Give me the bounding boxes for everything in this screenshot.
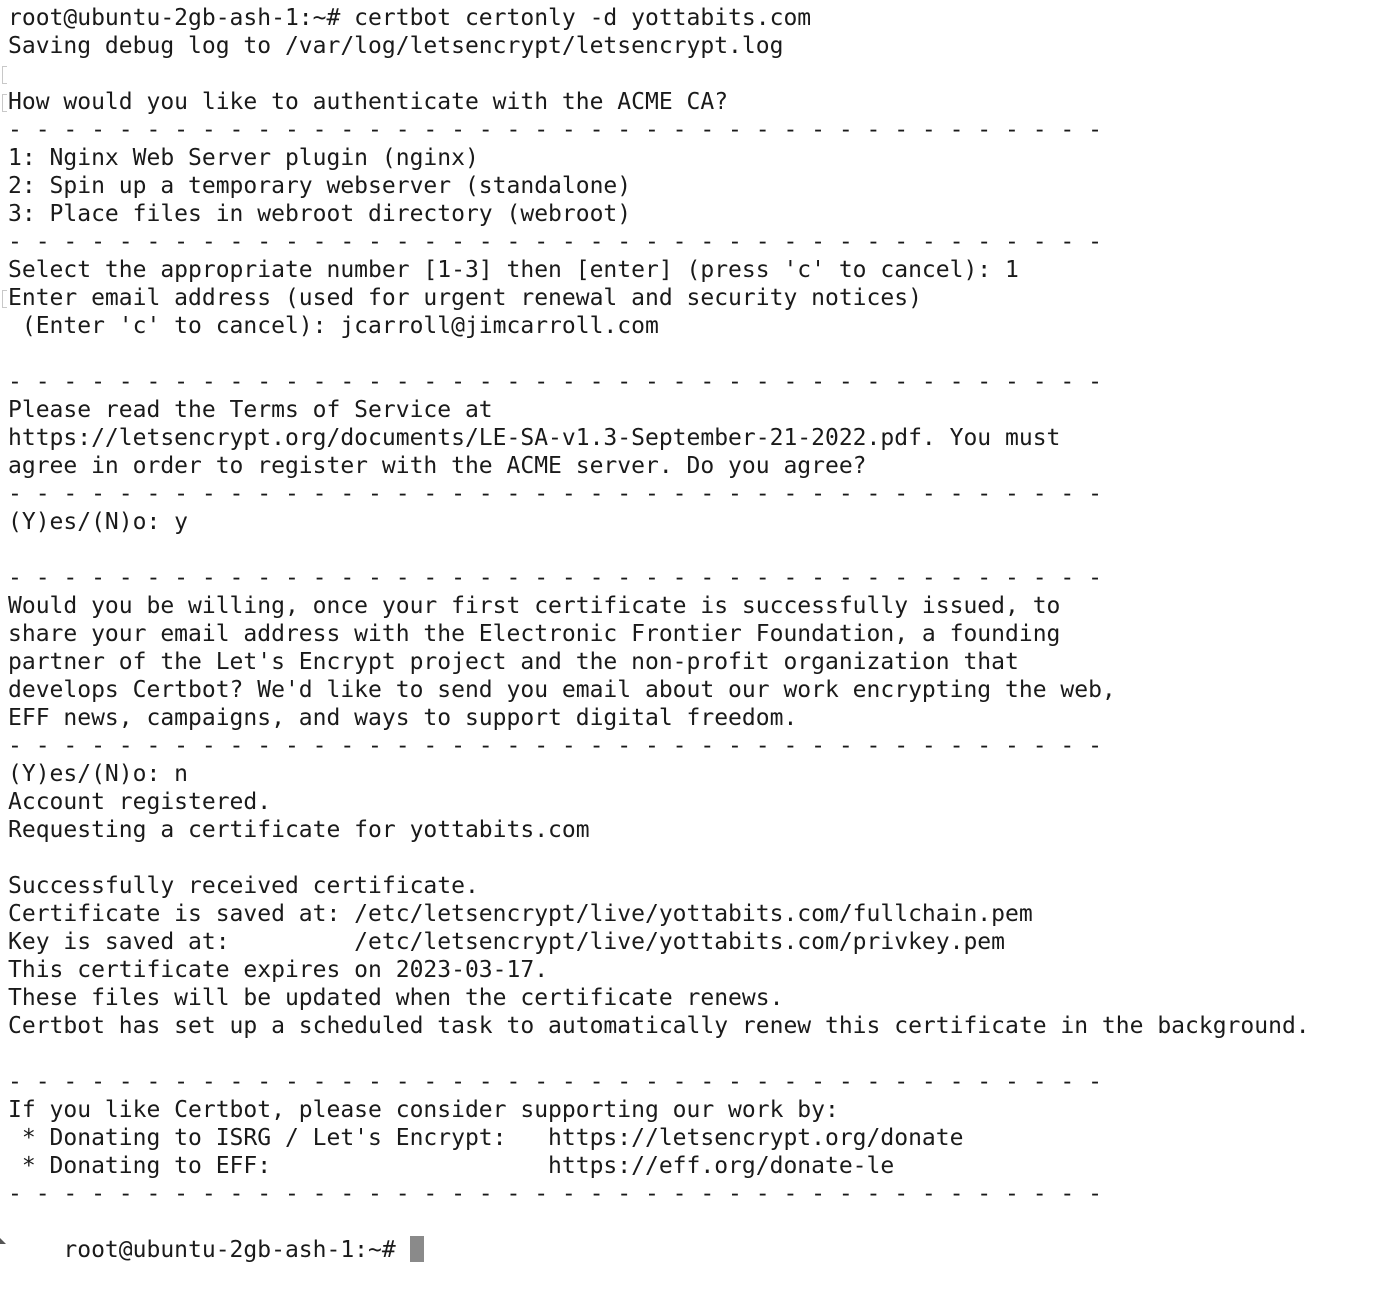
terminal-line: - - - - - - - - - - - - - - - - - - - - - - - - - - - - - - - - - - - - - - - - bbox=[8, 117, 1102, 143]
terminal-line: Key is saved at: /etc/letsencrypt/live/yottabits.com/privkey.pem bbox=[8, 929, 1005, 955]
terminal-line: Certbot has set up a scheduled task to automatically renew this certificate in the background. bbox=[8, 1013, 1310, 1039]
terminal-line: 2: Spin up a temporary webserver (standalone) bbox=[8, 173, 632, 199]
terminal-line: If you like Certbot, please consider supporting our work by: bbox=[8, 1097, 839, 1123]
terminal-line: (Y)es/(N)o: y bbox=[8, 509, 189, 535]
terminal-line: - - - - - - - - - - - - - - - - - - - - - - - - - - - - - - - - - - - - - - - - bbox=[8, 229, 1102, 255]
terminal-line: https://letsencrypt.org/documents/LE-SA-v1.3-September-21-2022.pdf. You must bbox=[8, 425, 1061, 451]
terminal-line: - - - - - - - - - - - - - - - - - - - - - - - - - - - - - - - - - - - - - - - - bbox=[8, 565, 1102, 591]
terminal-prompt-line[interactable] bbox=[8, 1208, 424, 1263]
terminal-line: Select the appropriate number [1-3] then [enter] (press 'c' to cancel): 1 bbox=[8, 257, 1019, 283]
terminal-line: - - - - - - - - - - - - - - - - - - - - - - - - - - - - - - - - - - - - - - - - bbox=[8, 1181, 1102, 1207]
terminal-line: Would you be willing, once your first certificate is successfully issued, to bbox=[8, 593, 1061, 619]
terminal-line: These files will be updated when the certificate renews. bbox=[8, 985, 784, 1011]
terminal-line: root@ubuntu-2gb-ash-1:~# certbot certonly -d yottabits.com bbox=[8, 5, 812, 31]
terminal-line: Saving debug log to /var/log/letsencrypt/letsencrypt.log bbox=[8, 33, 784, 59]
resize-corner-icon bbox=[0, 1238, 6, 1244]
terminal-line: * Donating to EFF: https://eff.org/donate-le bbox=[8, 1153, 895, 1179]
terminal-line: Account registered. bbox=[8, 789, 272, 815]
terminal-line: Requesting a certificate for yottabits.com bbox=[8, 817, 590, 843]
terminal-line: (Enter 'c' to cancel): jcarroll@jimcarroll.com bbox=[8, 313, 659, 339]
terminal-line: - - - - - - - - - - - - - - - - - - - - - - - - - - - - - - - - - - - - - - - - bbox=[8, 369, 1102, 395]
terminal-line: * Donating to ISRG / Let's Encrypt: https://letsencrypt.org/donate bbox=[8, 1125, 964, 1151]
terminal-line: - - - - - - - - - - - - - - - - - - - - - - - - - - - - - - - - - - - - - - - - bbox=[8, 1069, 1102, 1095]
terminal-line: Successfully received certificate. bbox=[8, 873, 479, 899]
selection-marker-icon bbox=[2, 290, 7, 308]
terminal-line: agree in order to register with the ACME server. Do you agree? bbox=[8, 453, 867, 479]
terminal-line: 3: Place files in webroot directory (webroot) bbox=[8, 201, 632, 227]
selection-marker-icon bbox=[2, 66, 7, 84]
terminal-line: share your email address with the Electronic Frontier Foundation, a founding bbox=[8, 621, 1061, 647]
shell-prompt: root@ubuntu-2gb-ash-1:~# bbox=[63, 1237, 410, 1263]
terminal-line: develops Certbot? We'd like to send you email about our work encrypting the web, bbox=[8, 677, 1116, 703]
terminal-line: - - - - - - - - - - - - - - - - - - - - - - - - - - - - - - - - - - - - - - - - bbox=[8, 733, 1102, 759]
terminal-line: Enter email address (used for urgent renewal and security notices) bbox=[8, 285, 922, 311]
terminal-line: Certificate is saved at: /etc/letsencrypt/live/yottabits.com/fullchain.pem bbox=[8, 901, 1033, 927]
terminal-line: 1: Nginx Web Server plugin (nginx) bbox=[8, 145, 479, 171]
terminal-line: - - - - - - - - - - - - - - - - - - - - - - - - - - - - - - - - - - - - - - - - bbox=[8, 481, 1102, 507]
terminal-line: partner of the Let's Encrypt project and the non-profit organization that bbox=[8, 649, 1019, 675]
terminal-line: (Y)es/(N)o: n bbox=[8, 761, 189, 787]
terminal-line: EFF news, campaigns, and ways to support digital freedom. bbox=[8, 705, 798, 731]
text-cursor[interactable] bbox=[410, 1236, 424, 1262]
terminal-line: This certificate expires on 2023-03-17. bbox=[8, 957, 549, 983]
terminal-line: How would you like to authenticate with the ACME CA? bbox=[8, 89, 729, 115]
terminal-line: Please read the Terms of Service at bbox=[8, 397, 493, 423]
selection-marker-icon bbox=[2, 94, 7, 112]
